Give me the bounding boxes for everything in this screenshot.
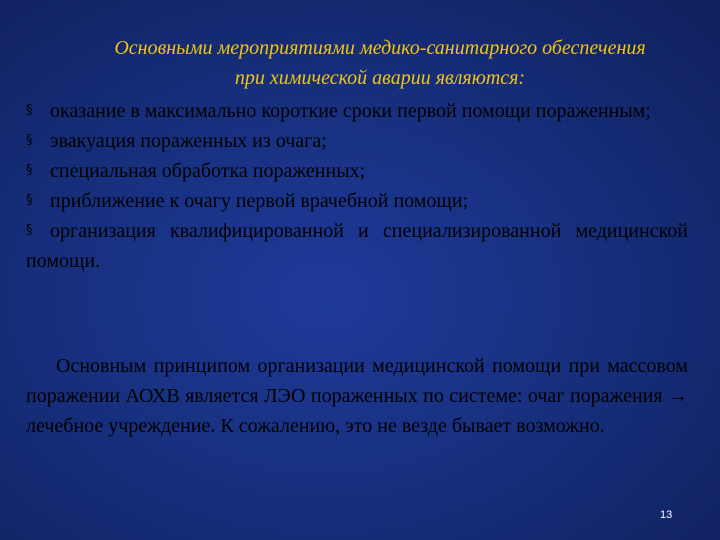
bullet-text: оказание в максимально короткие сроки первой помощи пораженным; — [50, 100, 651, 122]
bullet-item — [26, 126, 688, 156]
slide-title — [40, 33, 720, 93]
page-number: 13 — [660, 509, 673, 521]
bullet-text: организация квалифицированной и специализированной медицинской помощи. — [26, 220, 688, 272]
bullet-marker: § — [26, 193, 33, 208]
bullet-item — [26, 186, 688, 216]
bullet-marker: § — [26, 163, 33, 178]
bullet-text: приближение к очагу первой врачебной помощи; — [50, 190, 469, 212]
bullet-item — [26, 156, 688, 186]
bullet-marker: § — [26, 133, 33, 148]
body-paragraph: Основным принципом организации медицинской помощи при массовом поражении АОХВ является ЛЭО пораженных по системе: очаг поражения → лечебное учреждение. К сожалению, это не везде бывает возможно. — [26, 355, 688, 437]
bullet-marker: § — [26, 223, 33, 238]
bullet-marker: § — [26, 103, 33, 118]
bullet-list — [26, 96, 688, 276]
bullet-item — [26, 96, 688, 126]
bullet-text: эвакуация пораженных из очага; — [50, 130, 327, 152]
title-line-1: Основными мероприятиями медико-санитарного обеспечения — [114, 37, 646, 59]
bullet-text: специальная обработка пораженных; — [50, 160, 366, 182]
bullet-item — [26, 216, 688, 276]
title-line-2: при химической аварии являются: — [234, 67, 526, 89]
